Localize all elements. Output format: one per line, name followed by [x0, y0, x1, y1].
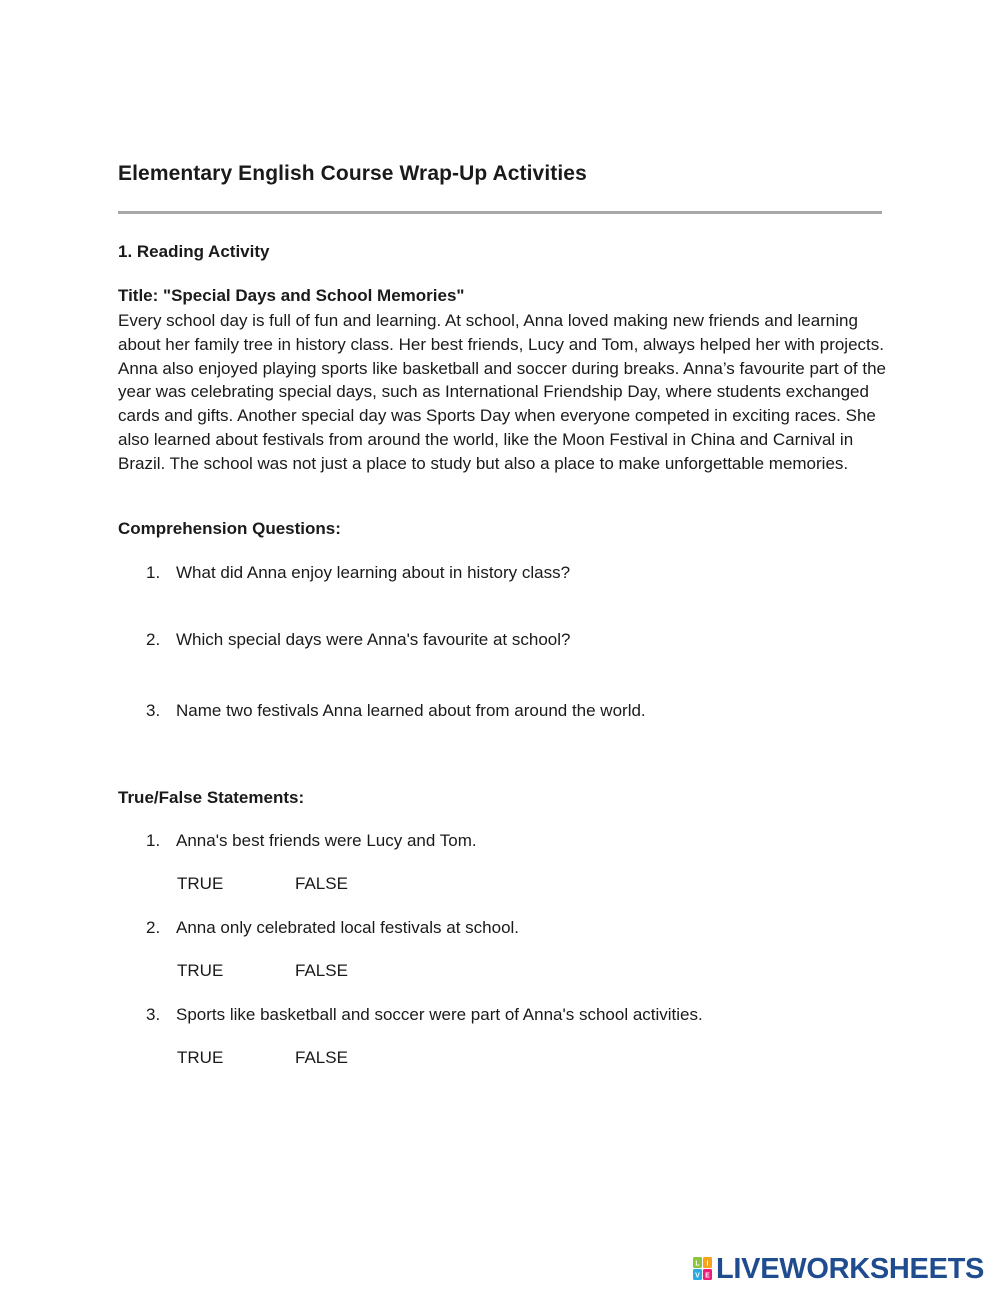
true-false-options-1 [177, 874, 348, 894]
reading-passage: Every school day is full of fun and learning. At school, Anna loved making new friends and learning about her family tree in history class. Her best friends, Lucy and Tom, always helped her with projects. Anna also enjoyed playing sports like basketball and soccer during breaks. Anna’s favourite part of the year was celebrating special days, such as International Friendship Day, where students exchanged cards and gifts. Another special day was Sports Day when everyone competed in exciting races. She also learned about festivals from around the world, like the Moon Festival in China and Carnival in Brazil. The school was not just a place to study but also a place to make unforgettable memories. [118, 311, 886, 473]
page-title: Elementary English Course Wrap-Up Activities [118, 162, 587, 185]
statement-number: 2. [146, 918, 161, 937]
title-divider [118, 211, 882, 214]
false-option[interactable]: FALSE [295, 961, 348, 980]
true-option[interactable]: TRUE [177, 961, 224, 980]
svg-text:V: V [695, 1272, 700, 1280]
statement-text: Sports like basketball and soccer were part of Anna's school activities. [176, 1005, 703, 1024]
liveworksheets-logo [693, 1255, 984, 1283]
statement-text: Anna only celebrated local festivals at school. [176, 918, 520, 937]
true-false-statement-1 [146, 831, 477, 851]
comprehension-question-1 [146, 563, 570, 583]
question-number: 3. [146, 701, 161, 720]
reading-title: Title: "Special Days and School Memories" [118, 286, 465, 305]
true-false-statement-2 [146, 918, 519, 938]
true-option[interactable]: TRUE [177, 874, 224, 893]
question-text: Which special days were Anna's favourite at school? [176, 630, 571, 649]
question-text: Name two festivals Anna learned about from around the world. [176, 701, 646, 720]
statement-number: 1. [146, 831, 161, 850]
question-number: 2. [146, 630, 161, 649]
svg-text:I: I [706, 1260, 709, 1268]
svg-text:E: E [705, 1272, 710, 1280]
statement-number: 3. [146, 1005, 161, 1024]
comprehension-question-3 [146, 701, 646, 721]
true-option[interactable]: TRUE [177, 1048, 224, 1067]
question-text: What did Anna enjoy learning about in history class? [176, 563, 571, 582]
true-false-statement-3 [146, 1005, 703, 1025]
false-option[interactable]: FALSE [295, 874, 348, 893]
true-false-options-2 [177, 961, 348, 981]
comprehension-heading: Comprehension Questions: [118, 519, 341, 538]
comprehension-question-2 [146, 630, 570, 650]
svg-text:L: L [695, 1260, 700, 1268]
false-option[interactable]: FALSE [295, 1048, 348, 1067]
true-false-options-3 [177, 1048, 348, 1068]
true-false-heading: True/False Statements: [118, 788, 305, 807]
question-number: 1. [146, 563, 161, 582]
reading-activity-heading: 1. Reading Activity [118, 242, 270, 261]
liveworksheets-mark-icon [693, 1257, 713, 1281]
statement-text: Anna's best friends were Lucy and Tom. [176, 831, 477, 850]
logo-wordmark: LIVEWORKSHEETS [716, 1253, 985, 1285]
